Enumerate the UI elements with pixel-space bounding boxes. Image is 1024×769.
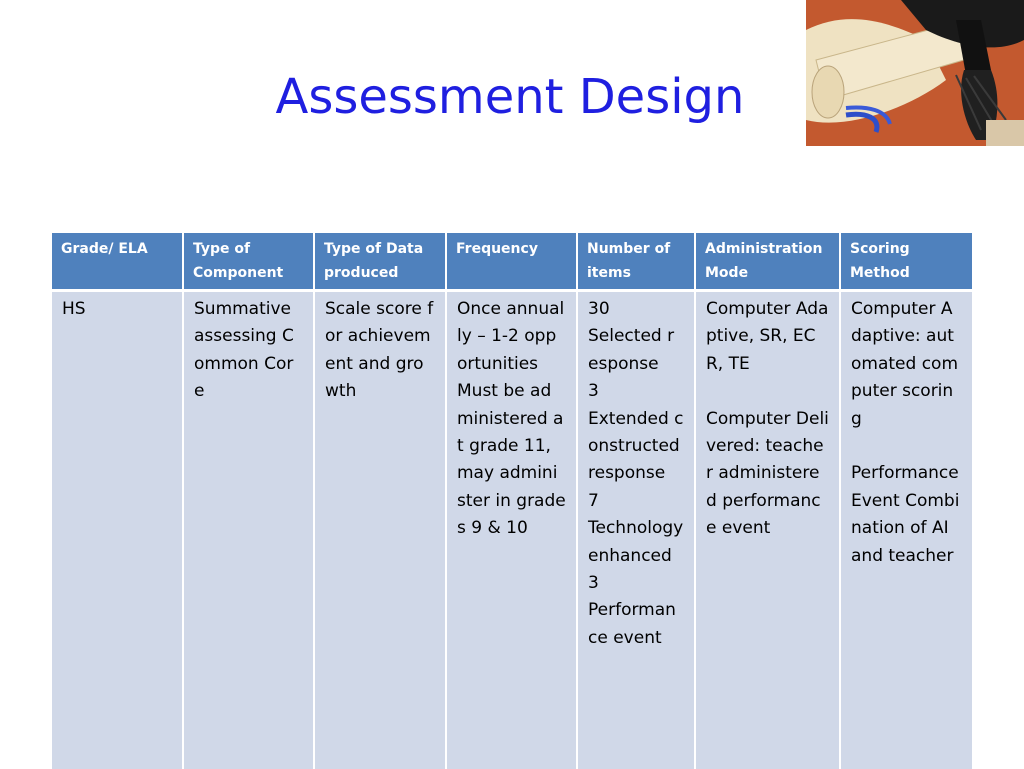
header-grade-ela: Grade/ ELA [52, 233, 183, 291]
cell-component: Summative assessing Common Core [183, 291, 314, 769]
header-administration-mode: Administration Mode [695, 233, 840, 291]
header-type-of-data: Type of Data produced [314, 233, 446, 291]
header-type-of-component: Type of Component [183, 233, 314, 291]
cell-data-produced: Scale score for achievement and growth [314, 291, 446, 769]
cell-administration-mode: Computer Adaptive, SR, ECR, TE Computer Delivered: teacher administered performance event [695, 291, 840, 769]
cell-frequency: Once annually – 1-2 opportunities Must be administered at grade 11, may administer in grades 9 & 10 [446, 291, 577, 769]
table-header-row [52, 233, 972, 291]
header-scoring-method: Scoring Method [840, 233, 972, 291]
cell-number-of-items: 30 Selected response 3 Extended constructed response 7 Technology enhanced 3 Performance event [577, 291, 695, 769]
graduation-cap-diploma-icon [806, 0, 1024, 146]
header-number-of-items: Number of items [577, 233, 695, 291]
cell-grade: HS [52, 291, 183, 769]
assessment-table [52, 233, 972, 769]
table-row [52, 291, 972, 769]
cell-scoring-method: Computer Adaptive: automated computer scoring Performance Event Combination of AI and teacher [840, 291, 972, 769]
slide-title: Assessment Design [275, 69, 745, 125]
header-frequency: Frequency [446, 233, 577, 291]
